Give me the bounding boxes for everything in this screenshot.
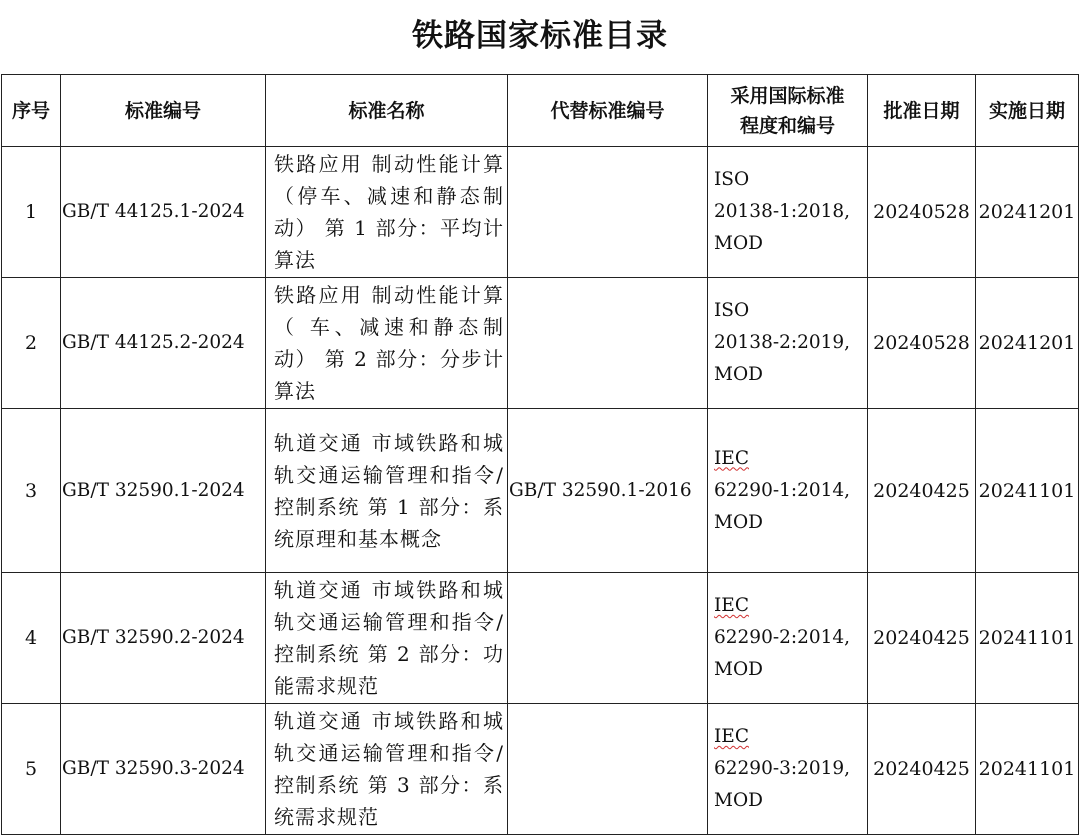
table-row <box>2 147 1079 278</box>
table-row <box>2 573 1079 704</box>
cell-implemented: 20241101 <box>976 409 1079 573</box>
intl-org: IEC <box>714 595 749 616</box>
intl-number: 62290-1:2014, <box>714 479 851 501</box>
cell-approved: 20240425 <box>868 573 976 704</box>
intl-degree: MOD <box>714 511 763 533</box>
intl-degree: MOD <box>714 659 763 680</box>
header-seq: 序号 <box>2 75 61 147</box>
header-replaces: 代替标准编号 <box>508 75 708 147</box>
intl-number: 20138-1:2018, <box>714 201 851 222</box>
cell-seq: 2 <box>2 278 61 409</box>
intl-degree: MOD <box>714 364 763 385</box>
intl-degree: MOD <box>714 233 763 254</box>
cell-implemented: 20241101 <box>976 573 1079 704</box>
intl-number: 20138-2:2019, <box>714 332 851 353</box>
cell-seq: 3 <box>2 409 61 573</box>
intl-org: IEC <box>714 447 749 469</box>
cell-name: 轨道交通 市域铁路和城轨交通运输管理和指令/控制系统 第 3 部分：系统需求规范 <box>266 704 508 835</box>
cell-intl <box>708 573 868 704</box>
intl-org: ISO <box>714 300 750 321</box>
cell-name: 铁路应用 制动性能计算（停车、减速和静态制动） 第 1 部分：平均计算法 <box>266 147 508 278</box>
cell-replaces: GB/T 32590.1-2016 <box>508 409 708 573</box>
cell-code: GB/T 32590.3-2024 <box>61 704 266 835</box>
cell-name: 轨道交通 市域铁路和城轨交通运输管理和指令/控制系统 第 2 部分：功能需求规范 <box>266 573 508 704</box>
table-row <box>2 704 1079 835</box>
header-intl-line2: 程度和编号 <box>739 114 835 137</box>
header-implemented: 实施日期 <box>976 75 1079 147</box>
intl-degree: MOD <box>714 790 763 811</box>
cell-approved: 20240528 <box>868 147 976 278</box>
cell-name: 铁路应用 制动性能计算（ 车、减速和静态制动） 第 2 部分：分步计算法 <box>266 278 508 409</box>
cell-replaces <box>508 278 708 409</box>
cell-approved: 20240528 <box>868 278 976 409</box>
cell-approved: 20240425 <box>868 704 976 835</box>
cell-implemented: 20241101 <box>976 704 1079 835</box>
cell-seq: 1 <box>2 147 61 278</box>
intl-number: 62290-3:2019, <box>714 758 851 779</box>
cell-implemented: 20241201 <box>976 278 1079 409</box>
cell-seq: 4 <box>2 573 61 704</box>
cell-intl <box>708 147 868 278</box>
cell-name: 轨道交通 市域铁路和城轨交通运输管理和指令/控制系统 第 1 部分：系统原理和基本概念 <box>266 409 508 573</box>
cell-code: GB/T 44125.2-2024 <box>61 278 266 409</box>
table-row <box>2 278 1079 409</box>
cell-intl <box>708 409 868 573</box>
cell-approved: 20240425 <box>868 409 976 573</box>
intl-number: 62290-2:2014, <box>714 627 851 648</box>
header-intl <box>708 75 868 147</box>
cell-implemented: 20241201 <box>976 147 1079 278</box>
cell-intl <box>708 278 868 409</box>
header-approved: 批准日期 <box>868 75 976 147</box>
intl-org: IEC <box>714 726 749 747</box>
intl-org: ISO <box>714 169 750 190</box>
cell-replaces <box>508 704 708 835</box>
page-title: 铁路国家标准目录 <box>412 18 668 54</box>
header-row <box>2 75 1079 147</box>
header-name: 标准名称 <box>266 75 508 147</box>
cell-code: GB/T 32590.1-2024 <box>61 409 266 573</box>
cell-replaces <box>508 147 708 278</box>
standards-table <box>1 74 1079 835</box>
cell-code: GB/T 44125.1-2024 <box>61 147 266 278</box>
header-intl-line1: 采用国际标准 <box>730 84 845 107</box>
cell-intl <box>708 704 868 835</box>
table-row <box>2 409 1079 573</box>
cell-seq: 5 <box>2 704 61 835</box>
cell-replaces <box>508 573 708 704</box>
header-code: 标准编号 <box>61 75 266 147</box>
cell-code: GB/T 32590.2-2024 <box>61 573 266 704</box>
